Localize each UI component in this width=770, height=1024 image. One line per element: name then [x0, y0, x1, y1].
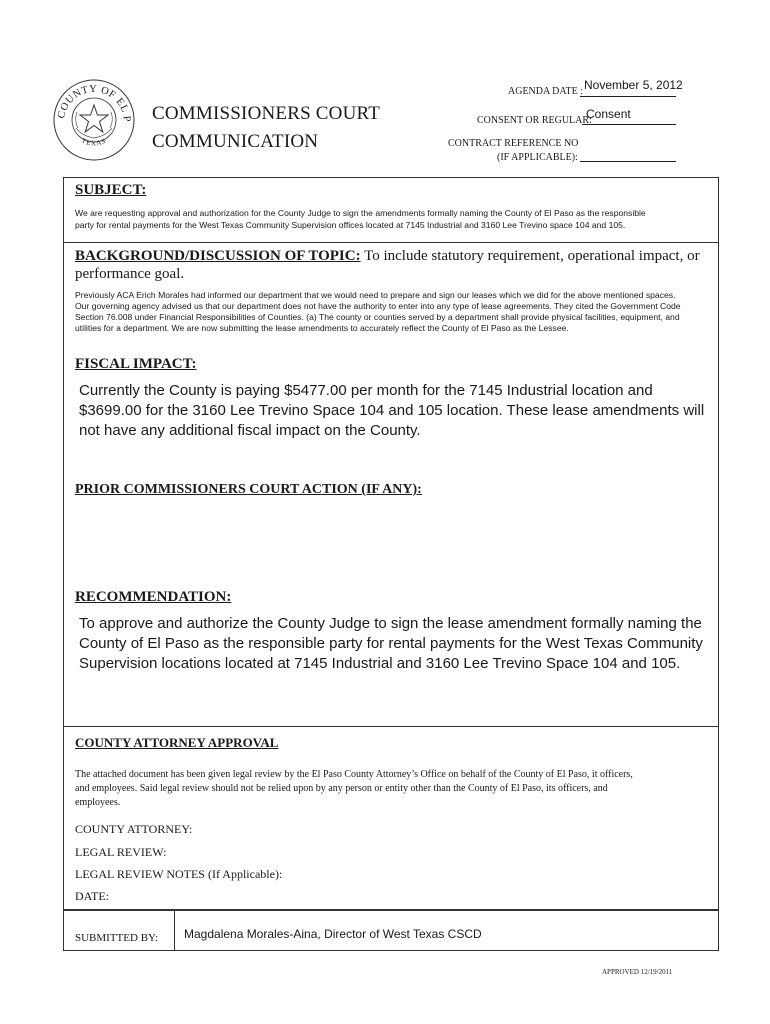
background-text-line1: Previously ACA Erich Morales had informed our department that we would need to prepare and sign our leases which we did for the above mentioned spaces.	[75, 290, 676, 300]
county-attorney-text	[75, 768, 633, 810]
contract-reference-label: CONTRACT REFERENCE NO	[448, 138, 579, 149]
fiscal-heading: FISCAL IMPACT:	[75, 356, 197, 372]
recommendation-text-line2: County of El Paso as the responsible party for rental payments for the West Texas Community	[79, 635, 703, 652]
date-field-label: DATE:	[75, 889, 109, 903]
contract-reference-line	[580, 161, 676, 162]
fiscal-text-line3: not have any additional fiscal impact on the County.	[79, 422, 421, 439]
submitted-by-value: Magdalena Morales-Aina, Director of West Texas CSCD	[184, 927, 482, 941]
seal-ring-text: COUNTY OF EL P	[56, 83, 133, 122]
county-seal	[52, 78, 136, 162]
subject-divider	[64, 242, 718, 243]
consent-label: CONSENT OR REGULAR:	[477, 115, 592, 126]
recommendation-text-line3: Supervision locations located at 7145 Industrial and 3160 Lee Trevino Space 104 and 105.	[79, 655, 681, 672]
approved-footer: APPROVED 12/19/2011	[602, 968, 673, 976]
background-heading-row	[75, 248, 700, 265]
svg-text:THE COUNTY OF EL PASO	[52, 78, 132, 122]
prior-action-heading: PRIOR COMMISSIONERS COURT ACTION (IF ANY):	[75, 482, 422, 497]
submitted-by-label: SUBMITTED BY:	[75, 932, 159, 944]
background-heading-suffix: To include statutory requirement, operational impact, or	[360, 248, 700, 264]
background-text-line3: Section 76.008 under Financial Responsibilities of Counties. (a) The county or counties served by a department shall provide physical facilities, equipment, and	[75, 312, 680, 322]
legal-review-field-label: LEGAL REVIEW:	[75, 845, 167, 859]
star-icon	[80, 105, 108, 132]
county-attorney-text-line2: and employees. Said legal review should not be relied upon by any person or entity other than the County of El Paso, its officers, and	[75, 783, 608, 794]
county-attorney-box	[63, 727, 719, 910]
fiscal-text-line1: Currently the County is paying $5477.00 per month for the 7145 Industrial location and	[79, 382, 653, 399]
subject-text-line2: party for rental payments for the West Texas Community Supervision offices located at 7145 Industrial and 3160 Lee Trevino space 104 and 105.	[75, 220, 626, 230]
seal-bottom-text: TEXAS	[80, 136, 108, 148]
county-attorney-field-label: COUNTY ATTORNEY:	[75, 822, 193, 836]
background-heading: BACKGROUND/DISCUSSION OF TOPIC:	[75, 248, 361, 264]
recommendation-heading: RECOMMENDATION:	[75, 589, 232, 605]
consent-line	[582, 124, 676, 125]
county-attorney-text-line1: The attached document has been given legal review by the El Paso County Attorney’s Office on behalf of the County of El Paso, it officers,	[75, 769, 633, 780]
legal-review-notes-field-label: LEGAL REVIEW NOTES (If Applicable):	[75, 867, 283, 881]
agenda-date-line	[580, 96, 676, 97]
subject-heading: SUBJECT:	[75, 182, 147, 198]
county-attorney-heading: COUNTY ATTORNEY APPROVAL	[75, 735, 279, 750]
recommendation-text-line1: To approve and authorize the County Judge to sign the lease amendment formally naming the	[79, 615, 702, 632]
agenda-date-value: November 5, 2012	[584, 78, 683, 92]
subject-text-line1: We are requesting approval and authorization for the County Judge to sign the amendments formally naming the County of El Paso as the responsible	[75, 208, 646, 218]
consent-value: Consent	[586, 107, 631, 121]
doc-title-line2: COMMUNICATION	[152, 131, 319, 152]
background-text-line4: utilities for a department. We are now submitting the lease amendments to accurately reflect the County of El Paso as the Lessee.	[75, 323, 569, 333]
doc-title-line1: COMMISSIONERS COURT	[152, 103, 381, 124]
background-heading-line2: performance goal.	[75, 266, 185, 282]
county-seal-graphic	[52, 78, 136, 162]
background-text-line2: Our governing agency advised us that our department does not have the authority to enter into any type of lease agreements. They cited the Government Code	[75, 301, 681, 311]
county-attorney-text-line3: employees.	[75, 797, 121, 808]
fiscal-text-line2: $3699.00 for the 3160 Lee Trevino Space 104 and 105 location. These lease amendments will	[79, 402, 705, 419]
submitted-by-divider	[174, 910, 175, 951]
if-applicable-label: (IF APPLICABLE):	[497, 152, 578, 163]
agenda-date-label: AGENDA DATE :	[508, 86, 583, 97]
